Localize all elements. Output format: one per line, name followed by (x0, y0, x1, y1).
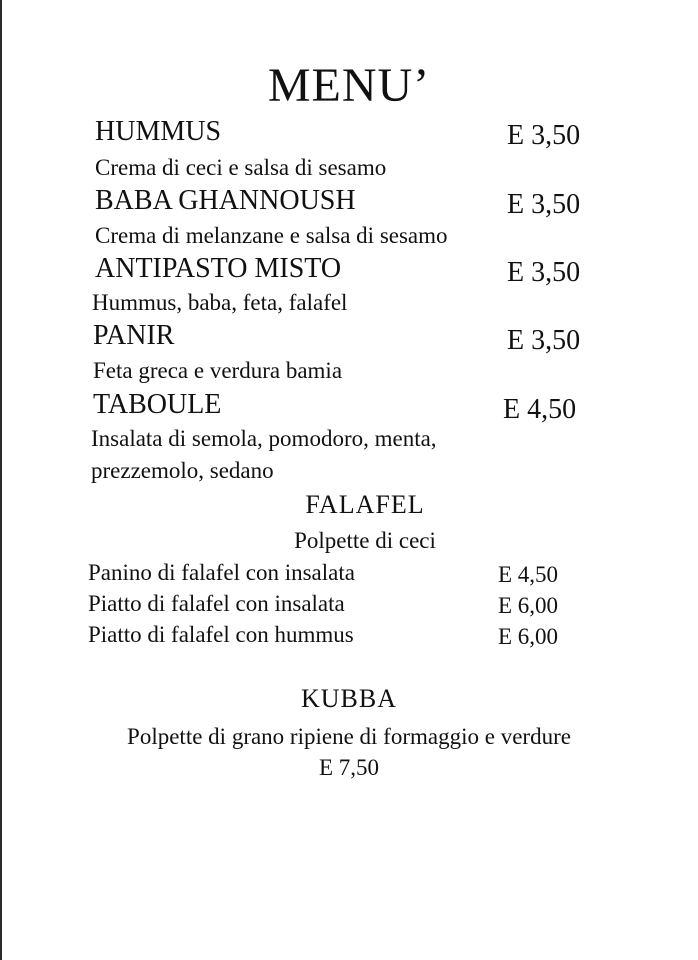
item-name-baba-ghannoush: BABA GHANNOUSH (95, 185, 356, 216)
item-name-antipasto-misto: ANTIPASTO MISTO (95, 253, 342, 284)
kubba-price: E 7,50 (318, 755, 380, 780)
item-price-taboule: E 4,50 (503, 394, 577, 425)
item-description-taboule-line-2: prezzemolo, sedano (91, 458, 274, 483)
item-description-taboule-line-1: Insalata di semola, pomodoro, menta, (91, 426, 437, 451)
falafel-line-item: Panino di falafel con insalata (88, 560, 355, 585)
item-name-hummus: HUMMUS (95, 116, 222, 147)
item-description-baba-ghannoush: Crema di melanzane e salsa di sesamo (95, 223, 448, 248)
falafel-line-price: E 6,00 (498, 593, 559, 618)
falafel-line-price: E 4,50 (498, 562, 559, 587)
item-price-baba-ghannoush: E 3,50 (507, 189, 581, 220)
item-name-panir: PANIR (93, 320, 175, 351)
item-price-antipasto-misto: E 3,50 (507, 257, 581, 288)
item-price-hummus: E 3,50 (507, 120, 581, 151)
page-edge (0, 0, 2, 960)
item-name-taboule: TABOULE (93, 389, 222, 420)
kubba-description: Polpette di grano ripiene di formaggio e verdure (127, 724, 571, 749)
menu-title: MENU’ (267, 59, 431, 112)
item-price-panir: E 3,50 (507, 325, 581, 356)
falafel-line-item: Piatto di falafel con insalata (88, 591, 345, 616)
falafel-line-item: Piatto di falafel con hummus (88, 622, 354, 647)
item-description-panir: Feta greca e verdura bamia (93, 358, 343, 383)
section-title-falafel: FALAFEL (305, 490, 425, 519)
item-description-antipasto-misto: Hummus, baba, feta, falafel (92, 290, 348, 315)
item-description-hummus: Crema di ceci e salsa di sesamo (95, 155, 387, 180)
section-title-kubba: KUBBA (300, 684, 397, 713)
falafel-line-price: E 6,00 (498, 624, 559, 649)
section-subtitle-falafel: Polpette di ceci (294, 528, 436, 553)
